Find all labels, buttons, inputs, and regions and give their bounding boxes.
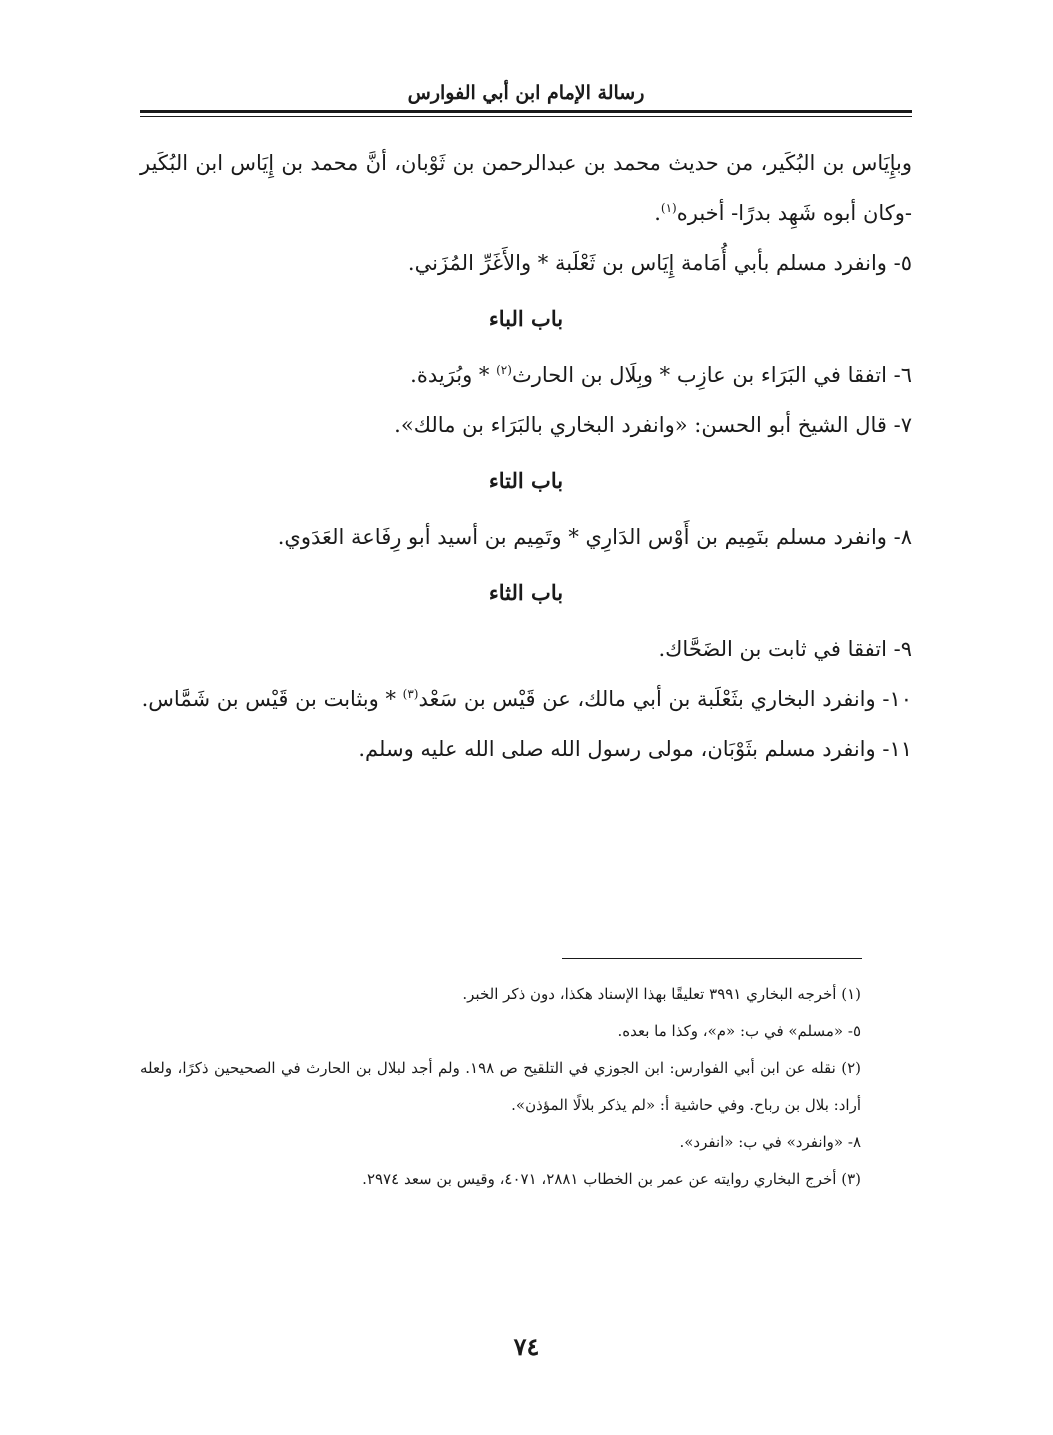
running-header-title: رسالة الإمام ابن أبي الفوارس [407, 82, 645, 104]
footnote-1: (١) أخرجه البخاري ٣٩٩١ تعليقًا بهذا الإسناد هكذا، دون ذكر الخبر. [462, 985, 861, 1003]
entry-7: ٧- قال الشيخ أبو الحسن: «وانفرد البخاري بالبَرَاء بن مالك». [394, 413, 912, 437]
footnote-ref-1: (١) [660, 201, 677, 215]
section-title-ba: باب الباء [488, 306, 564, 331]
footnote-ref-2: (٢) [496, 363, 512, 377]
footnote-2: (٢) نقله عن ابن أبي الفوارس: ابن الجوزي في التلقيح ص ١٩٨. ولم أجد لبلال بن الحارث في الصحيحين ذكرًا، ولعله أراد: بلال بن رباح. وفي حاشية أ: «لم يذكر بلالًا المؤذن». [140, 1059, 861, 1114]
footnote-3: (٣) أخرج البخاري روايته عن عمر بن الخطاب ٢٨٨١، ٤٠٧١، وقيس بن سعد ٢٩٧٤. [362, 1170, 861, 1188]
entry-6 [140, 350, 912, 400]
header-rule-thin [140, 116, 912, 117]
paragraph-continuation [140, 138, 912, 238]
main-text [140, 138, 912, 774]
paragraph-end: . [654, 201, 661, 225]
entry-11: ١١- وانفرد مسلم بثَوْبَان، مولى رسول الله صلى الله عليه وسلم. [358, 737, 912, 761]
footnotes [140, 976, 861, 1198]
variant-note-5: ٥- «مسلم» في ب: «م»، وكذا ما بعده. [617, 1022, 861, 1040]
entry-8: ٨- وانفرد مسلم بتَمِيم بن أَوْس الدَارِي * وتَمِيم بن أسيد أبو رِفَاعة العَدَوي. [277, 525, 912, 549]
paragraph-line: ابن البُكَير -وكان أبوه شَهِد بدرًا- أخبره [140, 151, 912, 225]
entry-10-text-a: ١٠- وانفرد البخاري بثَعْلَبة بن أبي مالك، عن قَيْس بن سَعْد [418, 687, 912, 711]
variant-note-8: ٨- «وانفرد» في ب: «انفرد». [679, 1133, 861, 1151]
entry-5: ٥- وانفرد مسلم بأبي أُمَامة إِيَاس بن ثَعْلَبة * والأَغَرِّ المُزَني. [407, 251, 912, 275]
entry-10 [140, 674, 912, 724]
page-number: ٧٤ [513, 1332, 540, 1361]
section-title-ta: باب التاء [488, 468, 564, 493]
entry-6-text-b: * وبُرَيدة. [410, 363, 497, 387]
footnote-separator [562, 958, 862, 959]
entry-10-text-b: * وبثابت بن قَيْس بن شَمَّاس. [141, 687, 403, 711]
entry-9: ٩- اتفقا في ثابت بن الضَحَّاك. [658, 637, 912, 661]
section-title-tha: باب الثاء [488, 580, 564, 605]
header-rule-thick [140, 110, 912, 113]
paragraph-line: وبإِيَاس بن البُكَير، من حديث محمد بن عبدالرحمن بن ثَوْبان، أنَّ محمد بن إِيَاس [230, 151, 912, 175]
footnote-ref-3: (٣) [402, 687, 419, 701]
entry-6-text-a: ٦- اتفقا في البَرَاء بن عازِب * وبِلَال بن الحارث [511, 363, 912, 387]
